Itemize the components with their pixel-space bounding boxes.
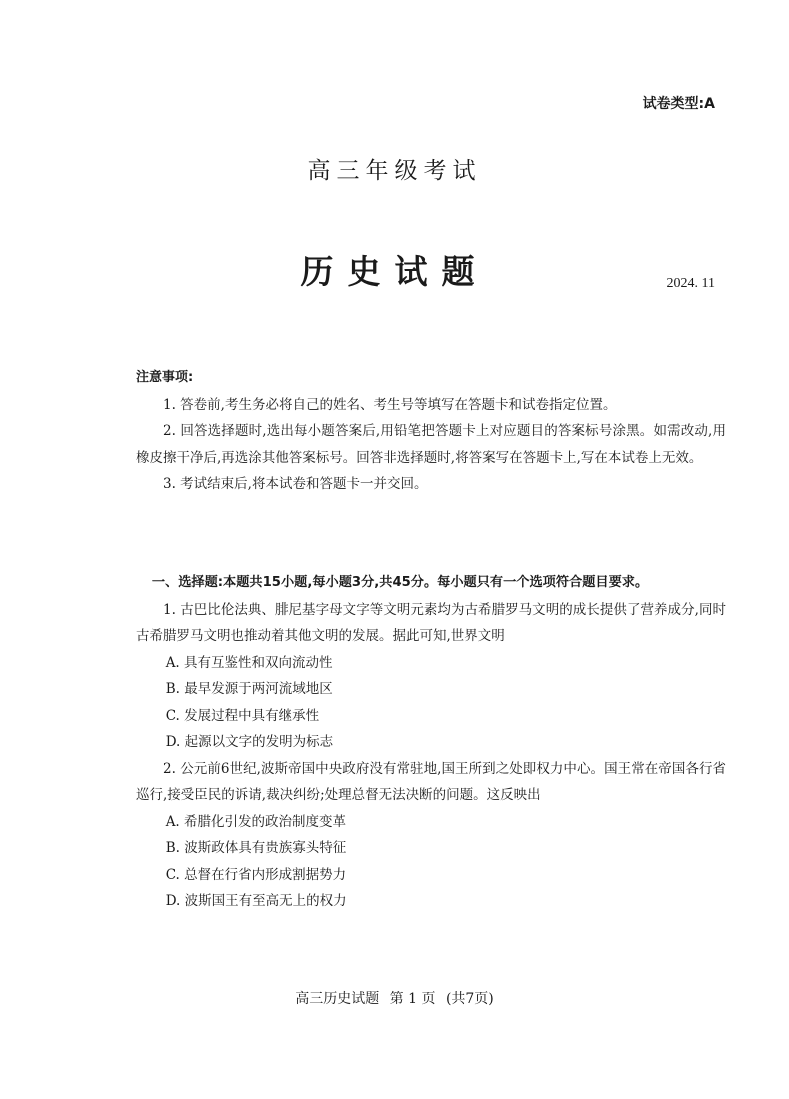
- notice-block: [136, 365, 726, 498]
- question-1: [136, 597, 726, 756]
- page-footer: [0, 988, 789, 1008]
- footer-total-pages: (共7页): [445, 991, 494, 1007]
- question-option: A. 具有互鉴性和双向流动性: [165, 654, 333, 671]
- exam-date: 2024. 11: [666, 276, 715, 291]
- notice-item: 3. 考试结束后,将本试卷和答题卡一并交回。: [163, 476, 428, 492]
- paper-type-label: 试卷类型:A: [642, 96, 715, 112]
- footer-title: 高三历史试题: [295, 991, 380, 1007]
- question-option: B. 最早发源于两河流域地区: [165, 681, 333, 697]
- notice-item: 2. 回答选择题时,选出每小题答案后,用铅笔把答题卡上对应题目的答案标号涂黑。如需改动,用橡皮擦干净后,再选涂其他答案标号。回答非选择题时,将答案写在答题卡上,写在本试卷上无效。: [136, 423, 726, 466]
- notice-item: 1. 答卷前,考生务必将自己的姓名、考生号等填写在答题卡和试卷指定位置。: [163, 396, 617, 413]
- choice-section: [136, 570, 726, 915]
- grade-title: 高三年级考试: [307, 158, 482, 184]
- question-stem: 1. 古巴比伦法典、腓尼基字母文字等文明元素均为古希腊罗马文明的成长提供了营养成分,同时古希腊罗马文明也推动着其他文明的发展。据此可知,世界文明: [136, 601, 726, 644]
- question-option: D. 波斯国王有至高无上的权力: [165, 893, 347, 909]
- main-title: 历史试题: [300, 252, 489, 291]
- notice-heading: 注意事项:: [136, 370, 194, 385]
- question-2: [136, 756, 726, 915]
- question-option: C. 总督在行省内形成割据势力: [165, 866, 347, 883]
- question-option: B. 波斯政体具有贵族寡头特征: [165, 840, 347, 856]
- question-option: C. 发展过程中具有继承性: [165, 707, 320, 724]
- question-stem: 2. 公元前6世纪,波斯帝国中央政府没有常驻地,国王所到之处即权力中心。国王常在帝国各行省巡行,接受臣民的诉请,裁决纠纷;处理总督无法决断的问题。这反映出: [136, 760, 726, 803]
- section-heading: 一、选择题:本题共15小题,每小题3分,共45分。每小题只有一个选项符合题目要求。: [151, 575, 649, 590]
- question-option: A. 希腊化引发的政治制度变革: [165, 813, 347, 830]
- footer-page-number: 第 1 页: [389, 991, 436, 1007]
- question-option: D. 起源以文字的发明为标志: [165, 734, 334, 750]
